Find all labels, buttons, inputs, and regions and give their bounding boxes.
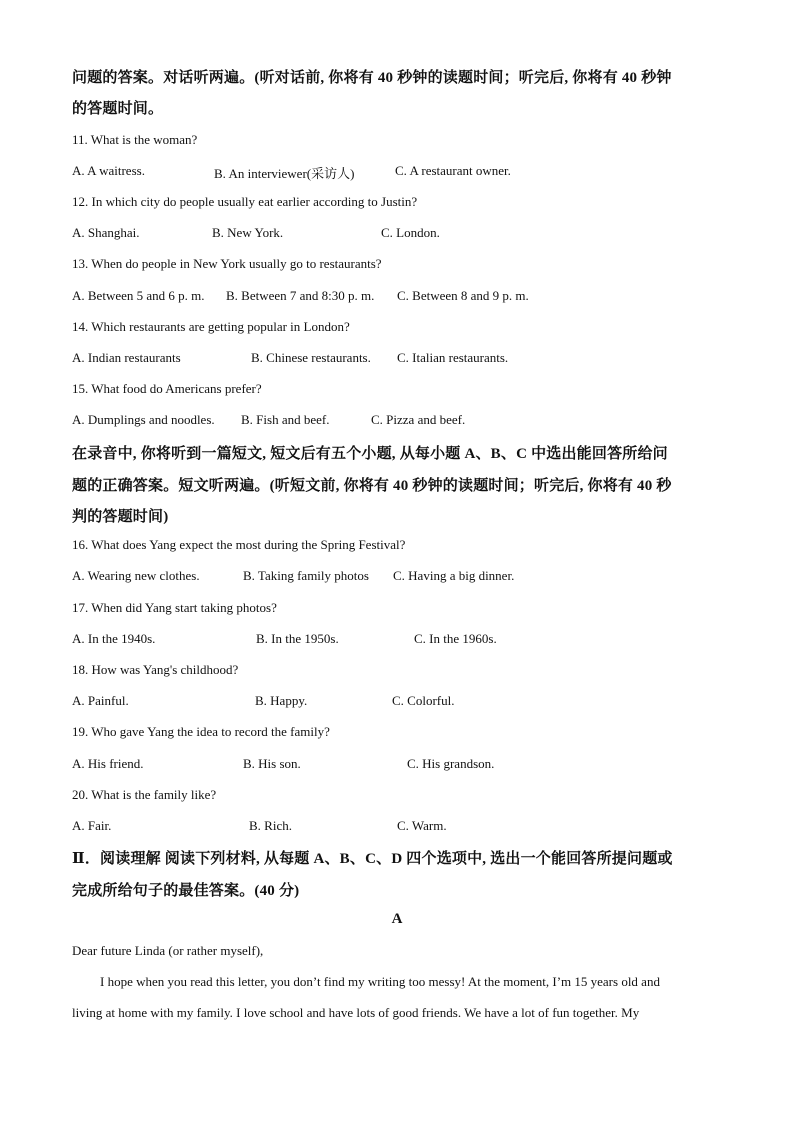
question-17-option-c: C. In the 1960s. bbox=[414, 631, 497, 646]
question-13-option-b: B. Between 7 and 8:30 p. m. bbox=[226, 288, 375, 303]
question-19-option-a: A. His friend. bbox=[72, 756, 144, 771]
question-18-option-a: A. Painful. bbox=[72, 693, 129, 708]
question-14-option-c: C. Italian restaurants. bbox=[397, 350, 509, 365]
question-12-option-b: B. New York. bbox=[212, 225, 284, 240]
question-16-option-b: B. Taking family photos bbox=[243, 568, 369, 583]
question-19-option-c: C. His grandson. bbox=[407, 756, 495, 771]
question-11-option-b: B. An interviewer(采访人) bbox=[214, 166, 355, 181]
question-19: 19. Who gave Yang the idea to record the family? bbox=[72, 724, 330, 739]
question-11-option-c: C. A restaurant owner. bbox=[395, 163, 511, 178]
question-14-option-b: B. Chinese restaurants. bbox=[251, 350, 371, 365]
question-20: 20. What is the family like? bbox=[72, 787, 217, 802]
letter-paragraph-line-1: I hope when you read this letter, you don’t find my writing too messy! At the moment, I’m 15 years old and bbox=[100, 974, 660, 989]
question-15: 15. What food do Americans prefer? bbox=[72, 381, 262, 396]
question-11: 11. What is the woman? bbox=[72, 132, 198, 147]
question-17-option-a: A. In the 1940s. bbox=[72, 631, 156, 646]
question-13: 13. When do people in New York usually go to restaurants? bbox=[72, 256, 382, 271]
question-12-option-a: A. Shanghai. bbox=[72, 225, 140, 240]
question-13-option-a: A. Between 5 and 6 p. m. bbox=[72, 288, 205, 303]
question-18-option-b: B. Happy. bbox=[255, 693, 308, 708]
question-18-option-c: C. Colorful. bbox=[392, 693, 455, 708]
listening-instruction-line-2: 的答题时间。 bbox=[72, 101, 164, 117]
reading-section-heading-line-1: Ⅱ．阅读理解 阅读下列材料, 从每题 A、B、C、D 四个选项中, 选出一个能回答所提问题或 bbox=[72, 851, 673, 867]
question-11-option-a: A. A waitress. bbox=[72, 163, 145, 178]
question-19-option-b: B. His son. bbox=[243, 756, 301, 771]
question-14-option-a: A. Indian restaurants bbox=[72, 350, 181, 365]
question-16: 16. What does Yang expect the most during the Spring Festival? bbox=[72, 537, 406, 552]
question-15-option-a: A. Dumplings and noodles. bbox=[72, 412, 215, 427]
question-17-option-b: B. In the 1950s. bbox=[256, 631, 339, 646]
question-16-option-a: A. Wearing new clothes. bbox=[72, 568, 200, 583]
letter-paragraph-line-2: living at home with my family. I love school and have lots of good friends. We have a lot of fun together. My bbox=[72, 1005, 640, 1020]
question-12: 12. In which city do people usually eat earlier according to Justin? bbox=[72, 194, 418, 209]
listening-instruction-line-1: 问题的答案。对话听两遍。(听对话前, 你将有 40 秒钟的读题时间；听完后, 你将有 40 秒钟 bbox=[72, 70, 672, 86]
passage-instruction-line-1: 在录音中, 你将听到一篇短文, 短文后有五个小题, 从每小题 A、B、C 中选出能回答所给问 bbox=[72, 446, 668, 462]
question-12-option-c: C. London. bbox=[381, 225, 440, 240]
question-20-option-c: C. Warm. bbox=[397, 818, 447, 833]
passage-instruction-line-2: 题的正确答案。短文听两遍。(听短文前, 你将有 40 秒钟的读题时间；听完后, 你将有 40 秒 bbox=[72, 478, 672, 494]
passage-instruction-line-3: 判的答题时间) bbox=[72, 509, 169, 525]
reading-section-heading-line-2: 完成所给句子的最佳答案。(40 分) bbox=[72, 883, 300, 899]
question-16-option-c: C. Having a big dinner. bbox=[393, 568, 515, 583]
question-15-option-b: B. Fish and beef. bbox=[241, 412, 330, 427]
question-13-option-c: C. Between 8 and 9 p. m. bbox=[397, 288, 529, 303]
question-20-option-a: A. Fair. bbox=[72, 818, 112, 833]
question-18: 18. How was Yang's childhood? bbox=[72, 662, 239, 677]
question-15-option-c: C. Pizza and beef. bbox=[371, 412, 466, 427]
question-20-option-b: B. Rich. bbox=[249, 818, 292, 833]
passage-label: A bbox=[391, 911, 403, 927]
letter-salutation: Dear future Linda (or rather myself), bbox=[72, 943, 264, 958]
question-17: 17. When did Yang start taking photos? bbox=[72, 600, 277, 615]
question-14: 14. Which restaurants are getting popular in London? bbox=[72, 319, 350, 334]
